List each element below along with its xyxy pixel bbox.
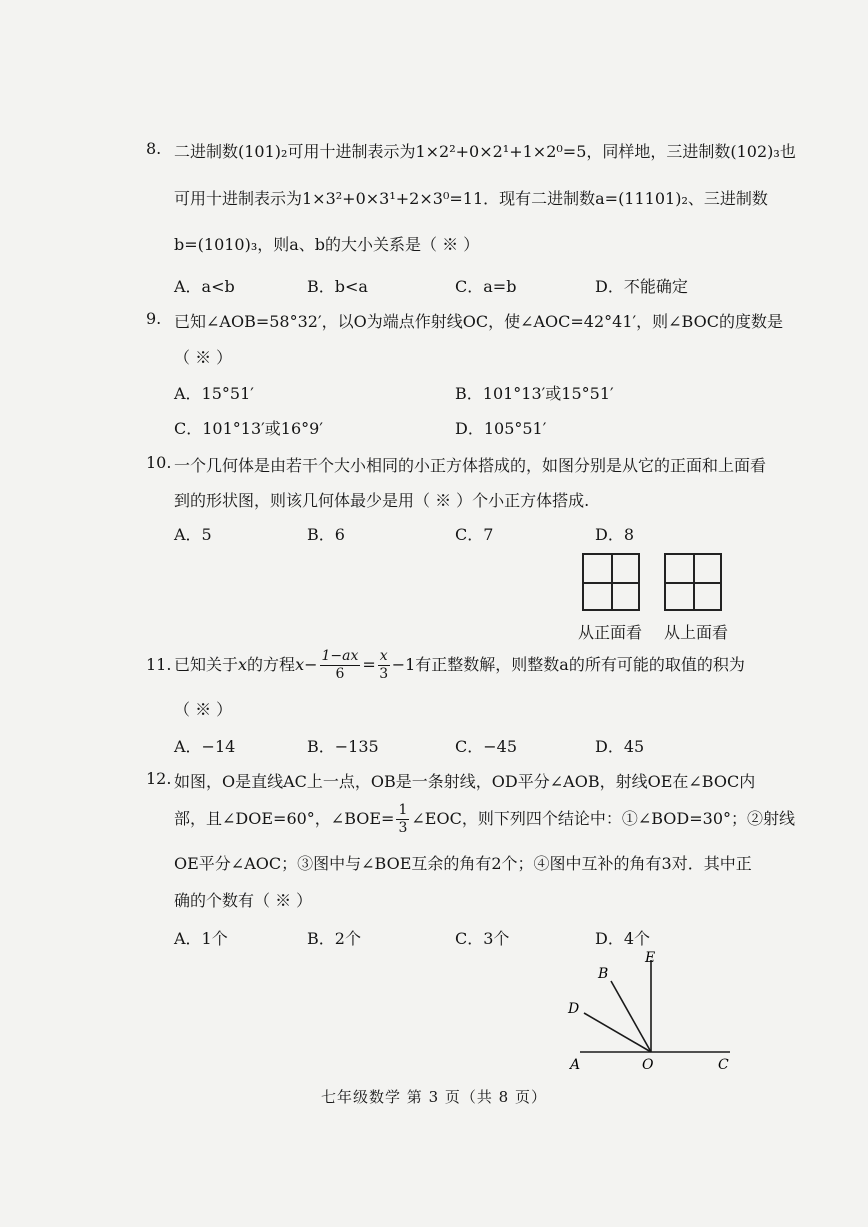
q8-number: 8. bbox=[146, 139, 162, 158]
q10-line-2: 到的形状图，则该几何体最少是用（ ※ ）个小正方体搭成. bbox=[174, 491, 590, 510]
top-view-caption: 从上面看 bbox=[664, 623, 729, 642]
q9-option-c: C．101°13′或16°9′ bbox=[174, 419, 323, 438]
q10-option-b: B．6 bbox=[307, 525, 345, 544]
q8-option-d: D．不能确定 bbox=[595, 277, 688, 296]
q10-option-a: A．5 bbox=[174, 525, 212, 544]
q12-fraction-numerator: 1 bbox=[398, 802, 408, 818]
q11-text-pre: 已知关于 bbox=[174, 655, 239, 674]
label-e: E bbox=[645, 950, 656, 966]
q11-eq-x: x bbox=[295, 655, 305, 674]
q12-option-c: C．3个 bbox=[455, 929, 510, 948]
top-view-grid bbox=[664, 553, 722, 611]
label-c: C bbox=[718, 1057, 729, 1073]
label-b: B bbox=[598, 966, 609, 982]
q11-text-mid: 的方程 bbox=[247, 655, 296, 674]
q12-line-2 bbox=[174, 800, 795, 838]
q12-fraction-denominator: 3 bbox=[398, 820, 408, 836]
q12-line-2-pre: 部，且∠DOE=60°，∠BOE= bbox=[174, 809, 395, 828]
q8-option-b: B．b<a bbox=[307, 277, 368, 296]
q10-number: 10. bbox=[146, 453, 172, 472]
q11-fraction-2 bbox=[378, 648, 390, 683]
q11-fraction-1-numerator: 1−ax bbox=[321, 648, 359, 664]
q9-line-1: 已知∠AOB=58°32′，以O为端点作射线OC，使∠AOC=42°41′，则∠BOC的度数是 bbox=[174, 312, 783, 331]
q10-option-d: D．8 bbox=[595, 525, 635, 544]
label-d: D bbox=[568, 1001, 580, 1017]
q8-option-c: C．a=b bbox=[455, 277, 517, 296]
ray-ob bbox=[611, 981, 651, 1052]
q8-option-a: A．a<b bbox=[174, 277, 235, 296]
q11-line-2: （ ※ ） bbox=[174, 700, 233, 719]
ray-od bbox=[584, 1013, 651, 1052]
q8-line-1: 二进制数(101)₂可用十进制表示为1×2²+0×2¹+1×2⁰=5，同样地，三进制数(102)₃也 bbox=[174, 142, 796, 161]
q11-option-b: B．−135 bbox=[307, 737, 379, 756]
q12-option-b: B．2个 bbox=[307, 929, 361, 948]
front-view-caption: 从正面看 bbox=[578, 623, 643, 642]
q8-line-2: 可用十进制表示为1×3²+0×3¹+2×3⁰=11．现有二进制数a=(11101)₂、三进制数 bbox=[174, 189, 768, 208]
front-view-grid bbox=[582, 553, 640, 611]
q12-option-a: A．1个 bbox=[174, 929, 228, 948]
q11-variable: x bbox=[238, 655, 248, 674]
q11-number: 11. bbox=[146, 655, 172, 674]
label-a: A bbox=[570, 1057, 581, 1073]
q11-option-a: A．−14 bbox=[174, 737, 236, 756]
q12-line-2-post: ∠EOC，则下列四个结论中：①∠BOD=30°；②射线 bbox=[411, 809, 796, 828]
q11-option-c: C．−45 bbox=[455, 737, 518, 756]
q9-line-2: （ ※ ） bbox=[174, 348, 233, 367]
q9-number: 9. bbox=[146, 309, 162, 328]
label-o: O bbox=[642, 1057, 654, 1073]
q12-fraction bbox=[396, 802, 409, 837]
q11-fraction-2-numerator: x bbox=[379, 648, 388, 664]
q11-equals: = bbox=[362, 655, 376, 674]
q11-line-1 bbox=[174, 646, 745, 684]
q12-number: 12. bbox=[146, 769, 172, 788]
q8-line-3: b=(1010)₃，则a、b的大小关系是（ ※ ） bbox=[174, 235, 480, 254]
q11-fraction-2-denominator: 3 bbox=[379, 666, 389, 682]
q11-option-d: D．45 bbox=[595, 737, 645, 756]
angle-diagram bbox=[560, 945, 740, 1075]
q9-option-d: D．105°51′ bbox=[455, 419, 547, 438]
q9-option-a: A．15°51′ bbox=[174, 384, 254, 403]
q12-option-d: D．4个 bbox=[595, 929, 651, 948]
q11-text-tail: −1有正整数解，则整数a的所有可能的取值的积为 bbox=[391, 655, 745, 674]
q11-fraction-1 bbox=[320, 648, 361, 683]
q9-option-b: B．101°13′或15°51′ bbox=[455, 384, 614, 403]
q11-fraction-1-denominator: 6 bbox=[335, 666, 345, 682]
q12-line-3: OE平分∠AOC；③图中与∠BOE互余的角有2个；④图中互补的角有3对．其中正 bbox=[174, 854, 752, 873]
q10-line-1: 一个几何体是由若干个大小相同的小正方体搭成的，如图分别是从它的正面和上面看 bbox=[174, 456, 767, 475]
q11-minus: − bbox=[304, 655, 318, 674]
q10-option-c: C．7 bbox=[455, 525, 494, 544]
q12-line-1: 如图，O是直线AC上一点，OB是一条射线，OD平分∠AOB，射线OE在∠BOC内 bbox=[174, 772, 756, 791]
page-footer: 七年级数学 第 3 页（共 8 页） bbox=[321, 1088, 547, 1106]
q12-line-4: 确的个数有（ ※ ） bbox=[174, 891, 313, 910]
